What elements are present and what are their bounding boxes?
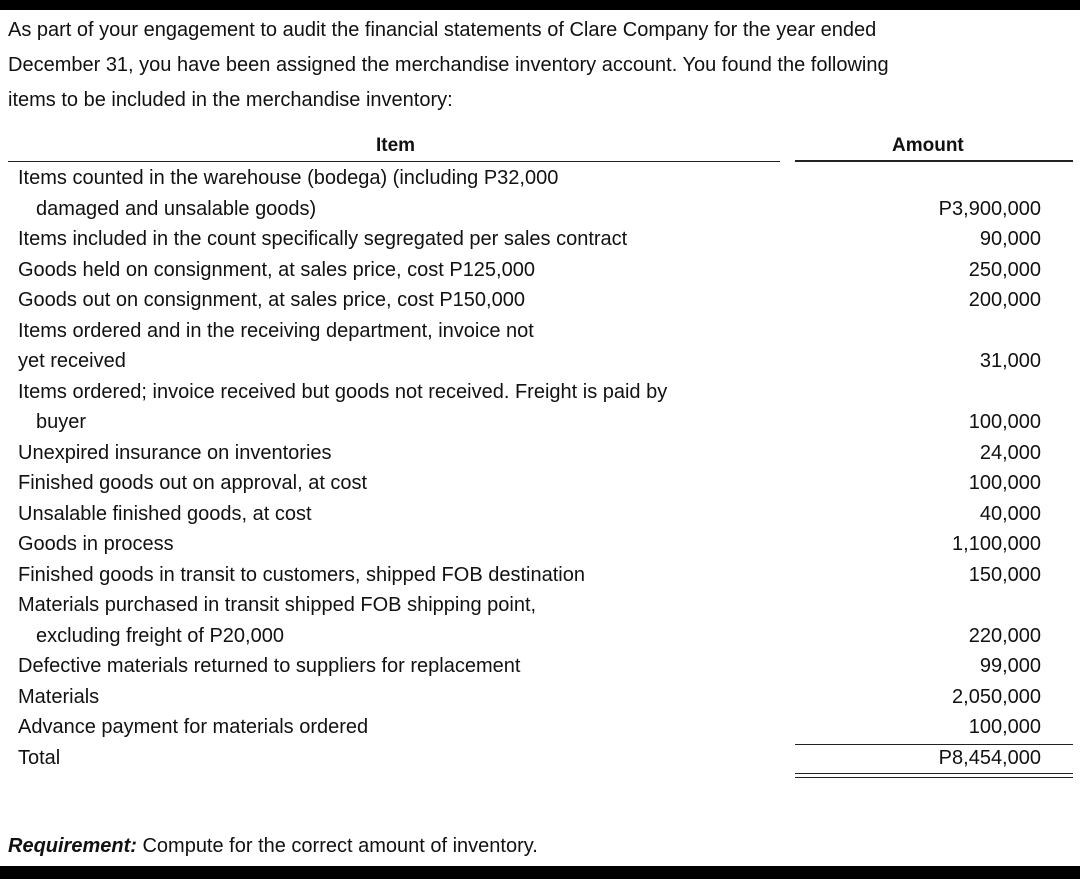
total-double-rule-bottom [795,777,1073,778]
item-description [0,560,780,591]
item-amount: 24,000 [979,441,1041,464]
item-header-rule [8,161,780,162]
bottom-border [0,866,1080,879]
table-row [0,438,1080,469]
table-row [0,590,1080,651]
item-line: Goods out on consignment, at sales price, cost P150,000 [18,289,525,311]
item-amount: 250,000 [968,258,1041,281]
item-description [0,529,780,560]
item-description [0,255,780,286]
item-line: Unsalable finished goods, at cost [18,502,312,525]
table-row [0,377,1080,438]
table-row [0,712,1080,743]
item-line: Finished goods in transit to customers, shipped FOB destination [18,563,585,586]
item-description [0,438,780,469]
item-line: Goods in process [18,533,174,555]
item-amount: 150,000 [968,563,1041,586]
item-description [0,712,780,743]
item-line: excluding freight of P20,000 [36,624,284,647]
inventory-table [0,163,1080,773]
table-row [0,255,1080,286]
item-amount: 2,050,000 [952,685,1041,708]
requirement-label: Requirement: [8,835,137,857]
amount-column-header: Amount [892,135,964,156]
table-row [0,468,1080,499]
item-amount: 40,000 [979,502,1041,525]
requirement [8,831,538,861]
item-line: Goods held on consignment, at sales price, cost P125,000 [18,258,535,281]
item-line: Items ordered and in the receiving department, invoice not [18,319,534,342]
subtotal-rule [795,744,1073,745]
item-description [0,651,780,682]
item-amount: 99,000 [979,655,1041,677]
item-description [0,468,780,499]
item-line: Items counted in the warehouse (bodega) (including P32,000 [18,167,559,189]
item-line: Materials [18,685,100,708]
requirement-text: Compute for the correct amount of inventory. [136,835,538,857]
item-line: buyer [36,411,87,433]
table-row [0,499,1080,530]
item-description [0,285,780,316]
item-amount: 90,000 [979,228,1041,250]
table-row [0,529,1080,560]
item-line: Advance payment for materials ordered [18,716,369,738]
intro-line: December 31, you have been assigned the merchandise inventory account. You found the following [8,54,889,76]
total-row [0,743,1080,774]
intro-line: items to be included in the merchandise inventory: [8,89,453,111]
table-row [0,651,1080,682]
top-border [0,0,1080,10]
total-double-rule-top [795,773,1073,774]
item-line: Finished goods out on approval, at cost [18,472,368,494]
item-column-header: Item [376,135,416,156]
item-line: Materials purchased in transit shipped FOB shipping point, [18,594,537,616]
item-description [0,743,780,774]
item-line: Items included in the count specifically segregated per sales contract [18,228,628,250]
total-amount: P8,454,000 [938,746,1041,769]
item-amount: 100,000 [968,716,1041,738]
table-row [0,560,1080,591]
table-row [0,285,1080,316]
table-row [0,316,1080,377]
item-amount: 31,000 [979,350,1041,372]
amount-header-rule [795,160,1073,162]
item-line: Items ordered; invoice received but goods not received. Freight is paid by [18,380,668,403]
intro-paragraph [8,13,1068,118]
item-line: Defective materials returned to suppliers for replacement [18,655,521,677]
item-description [0,377,780,438]
item-amount: 100,000 [968,411,1041,433]
item-amount: 100,000 [968,472,1041,494]
intro-line: As part of your engagement to audit the financial statements of Clare Company for the year ended [8,19,877,41]
item-description [0,590,780,651]
item-amount: 1,100,000 [952,533,1041,555]
table-row [0,224,1080,255]
item-line: Unexpired insurance on inventories [18,441,332,464]
item-description [0,682,780,713]
item-amount: 220,000 [968,624,1041,647]
item-amount: 200,000 [968,289,1041,311]
item-line: damaged and unsalable goods) [36,197,317,220]
item-description [0,499,780,530]
item-line: yet received [18,350,126,372]
item-amount: P3,900,000 [938,197,1041,220]
table-row [0,163,1080,224]
item-description [0,224,780,255]
item-description [0,163,780,224]
table-row [0,682,1080,713]
item-line: Total [18,746,61,769]
item-description [0,316,780,377]
